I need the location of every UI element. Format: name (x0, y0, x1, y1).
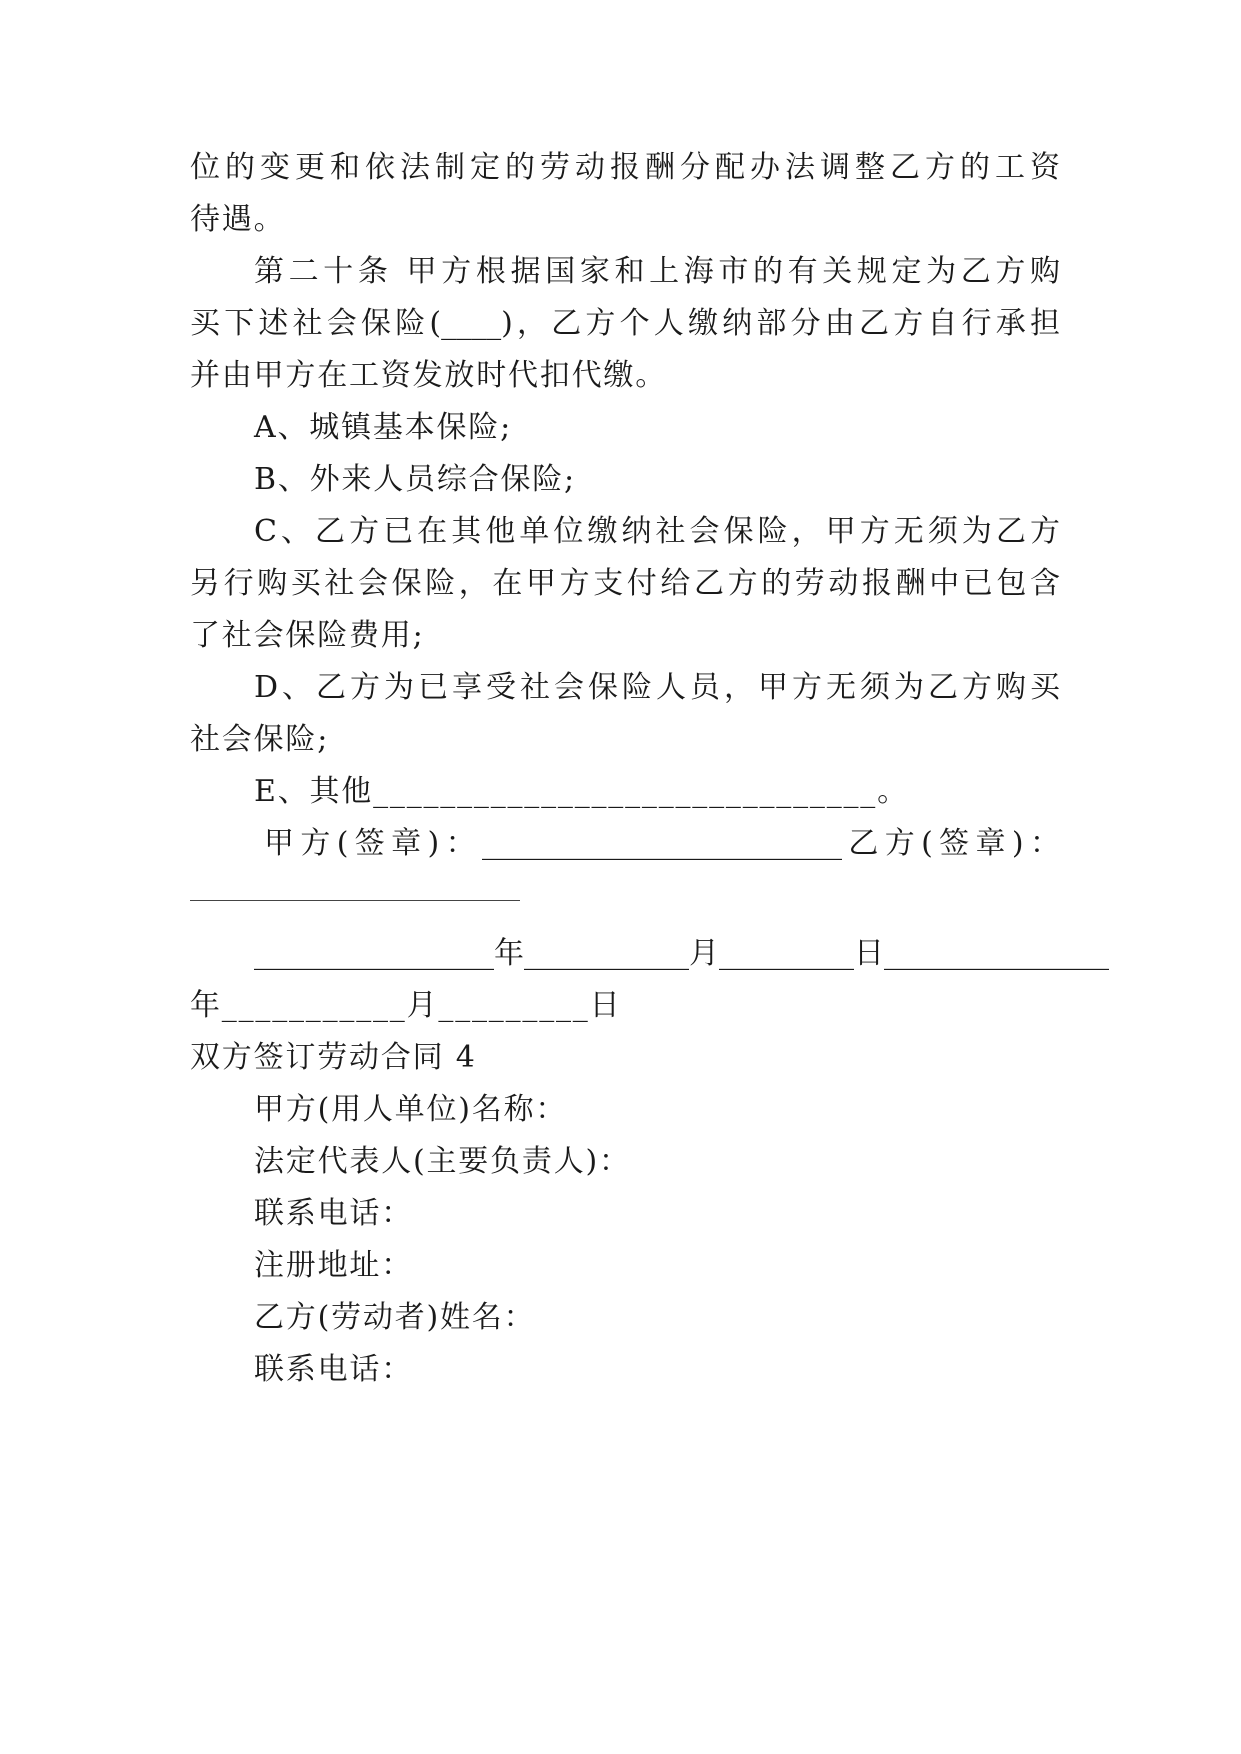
field-employer-name: 甲方(用人单位)名称： (254, 1092, 568, 1127)
date-line: ________________年___________月_________日_______________ (254, 936, 1109, 971)
option-b: B、外来人员综合保险; (254, 462, 576, 497)
article-20-line: 第二十条 甲方根据国家和上海市的有关规定为乙方购 (254, 254, 1060, 289)
option-e: E、其他______________________________。 (254, 774, 909, 809)
signature-blank-underline (190, 900, 520, 901)
option-a: A、城镇基本保险; (254, 410, 512, 445)
paragraph-line: 另行购买社会保险，在甲方支付给乙方的劳动报酬中已包含 (190, 566, 1060, 601)
paragraph-line: 买下述社会保险(____)，乙方个人缴纳部分由乙方自行承担 (190, 306, 1060, 341)
option-c: C、乙方已在其他单位缴纳社会保险，甲方无须为乙方 (254, 514, 1060, 549)
signature-line: 甲方(签章)：________________________乙方(签章)： (264, 826, 1060, 861)
field-legal-representative: 法定代表人(主要负责人)： (254, 1144, 631, 1179)
paragraph-line: 位的变更和依法制定的劳动报酬分配办法调整乙方的工资 (190, 150, 1060, 185)
field-employer-phone: 联系电话： (254, 1196, 413, 1231)
field-employee-phone: 联系电话： (254, 1352, 413, 1387)
paragraph-line: 了社会保险费用; (190, 618, 425, 653)
section-heading: 双方签订劳动合同 4 (190, 1040, 477, 1075)
date-line: 年___________月_________日 (190, 988, 622, 1023)
option-d: D、乙方为已享受社会保险人员，甲方无须为乙方购买 (254, 670, 1060, 705)
paragraph-line: 待遇。 (190, 202, 286, 237)
field-registered-address: 注册地址： (254, 1248, 413, 1283)
field-employee-name: 乙方(劳动者)姓名： (254, 1300, 536, 1335)
paragraph-line: 社会保险; (190, 722, 330, 757)
paragraph-line: 并由甲方在工资发放时代扣代缴。 (190, 358, 667, 393)
